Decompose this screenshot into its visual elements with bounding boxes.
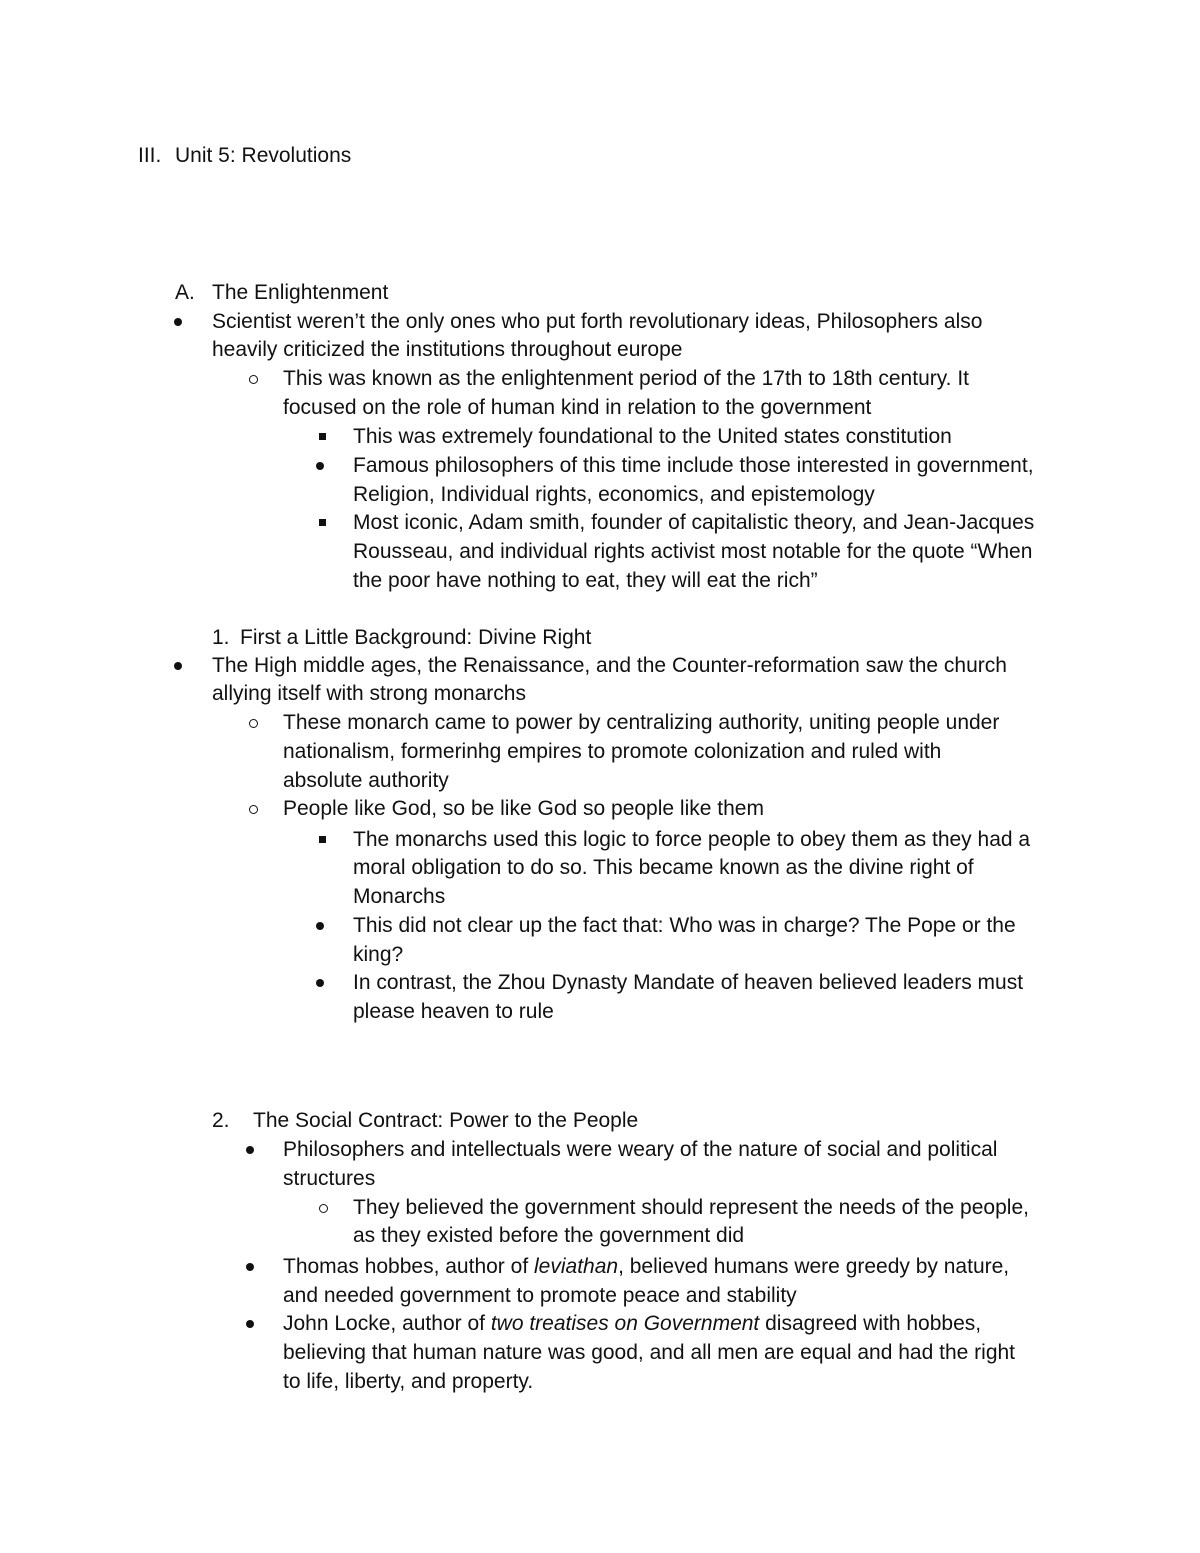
list-item-continued: heavily criticized the institutions throughout europe — [212, 338, 683, 361]
bullet-dot-icon — [246, 1263, 254, 1271]
bullet-dot-icon — [174, 318, 182, 326]
list-item: Famous philosophers of this time include those interested in government, — [353, 454, 1034, 477]
section-1-title: First a Little Background: Divine Right — [240, 626, 592, 649]
section-2-title: The Social Contract: Power to the People — [253, 1109, 639, 1132]
heading-number: III. — [138, 144, 162, 167]
list-item-continued: moral obligation to do so. This became known as the divine right of — [353, 856, 974, 879]
section-a-label: A. — [175, 281, 195, 304]
list-item-continued: focused on the role of human kind in relation to the government — [283, 396, 872, 419]
list-item-text: Thomas hobbes, author of — [283, 1255, 534, 1278]
list-item: In contrast, the Zhou Dynasty Mandate of heaven believed leaders must — [353, 971, 1024, 994]
bullet-dot-icon — [316, 462, 324, 470]
list-item-continued: Rousseau, and individual rights activist most notable for the quote “When — [353, 540, 1033, 563]
bullet-dot-icon — [316, 979, 324, 987]
list-item-text: , believed humans were greedy by nature, — [618, 1255, 1010, 1278]
page-title: Unit 5: Revolutions — [175, 144, 352, 167]
list-item-text: John Locke, author of — [283, 1312, 491, 1335]
list-item: People like God, so be like God so people like them — [283, 797, 764, 820]
book-title: two treatises on Government — [490, 1312, 760, 1335]
list-item — [283, 1253, 1009, 1281]
list-item-continued: Religion, Individual rights, economics, and epistemology — [353, 483, 875, 506]
bullet-circle-icon — [249, 805, 258, 814]
book-title: leviathan — [534, 1255, 619, 1278]
list-item: Most iconic, Adam smith, founder of capitalistic theory, and Jean-Jacques — [353, 511, 1035, 534]
list-item: They believed the government should represent the needs of the people, — [353, 1196, 1029, 1219]
list-item: These monarch came to power by centralizing authority, uniting people under — [283, 711, 1000, 734]
list-item-continued: Monarchs — [353, 885, 446, 908]
list-item-continued: believing that human nature was good, and all men are equal and had the right — [283, 1341, 1016, 1364]
list-item-continued: as they existed before the government did — [353, 1224, 745, 1247]
bullet-square-icon — [319, 836, 326, 843]
list-item: This was known as the enlightenment period of the 17th to 18th century. It — [283, 367, 970, 390]
list-item: This was extremely foundational to the United states constitution — [353, 425, 952, 448]
bullet-circle-icon — [319, 1204, 328, 1213]
list-item: Philosophers and intellectuals were weary of the nature of social and political — [283, 1138, 998, 1161]
bullet-circle-icon — [249, 375, 258, 384]
list-item-continued: to life, liberty, and property. — [283, 1370, 534, 1393]
list-item-text: disagreed with hobbes, — [759, 1312, 982, 1335]
bullet-circle-icon — [249, 719, 258, 728]
list-item-continued: king? — [353, 943, 404, 966]
list-item-continued: allying itself with strong monarchs — [212, 682, 526, 705]
list-item-continued: structures — [283, 1167, 376, 1190]
section-2-label: 2. — [212, 1109, 230, 1132]
list-item: The High middle ages, the Renaissance, and the Counter-reformation saw the church — [212, 654, 1007, 677]
bullet-square-icon — [319, 433, 326, 440]
bullet-dot-icon — [316, 922, 324, 930]
list-item-continued: please heaven to rule — [353, 1000, 554, 1023]
bullet-dot-icon — [174, 662, 182, 670]
list-item-continued: the poor have nothing to eat, they will eat the rich” — [353, 569, 818, 592]
list-item-continued: and needed government to promote peace and stability — [283, 1284, 797, 1307]
section-a-title: The Enlightenment — [212, 281, 389, 304]
list-item-continued: absolute authority — [283, 769, 449, 792]
bullet-square-icon — [319, 519, 326, 526]
list-item-continued: nationalism, formerinhg empires to promote colonization and ruled with — [283, 740, 942, 763]
section-1-label: 1. — [212, 626, 230, 649]
bullet-dot-icon — [246, 1320, 254, 1328]
list-item — [283, 1310, 981, 1338]
list-item: Scientist weren’t the only ones who put forth revolutionary ideas, Philosophers also — [212, 310, 983, 333]
list-item: This did not clear up the fact that: Who was in charge? The Pope or the — [353, 914, 1016, 937]
bullet-dot-icon — [246, 1146, 254, 1154]
list-item: The monarchs used this logic to force people to obey them as they had a — [353, 828, 1031, 851]
